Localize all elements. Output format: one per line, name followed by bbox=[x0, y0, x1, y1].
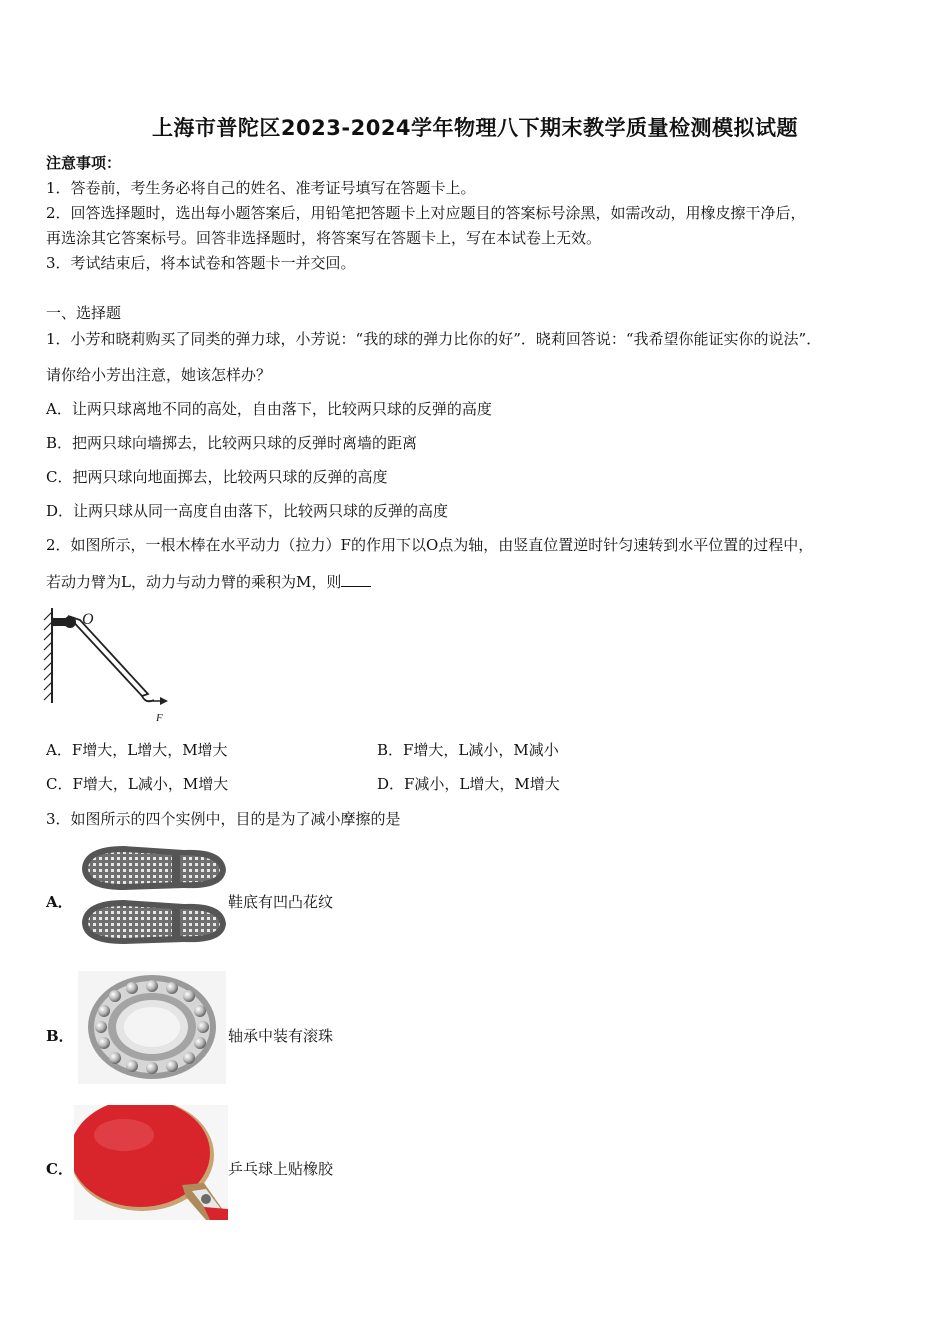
q1-option-d: D．让两只球从同一高度自由落下，比较两只球的反弹的高度 bbox=[46, 502, 449, 520]
force-label: F bbox=[156, 712, 163, 724]
lever-figure bbox=[38, 600, 178, 725]
q3-option-c-label: C． bbox=[46, 1160, 73, 1178]
note-item: 2．回答选择题时，选出每小题答案后，用铅笔把答题卡上对应题目的答案标号涂黑，如需改动，用橡皮擦干净后， bbox=[46, 204, 806, 222]
ping-pong-paddle-image bbox=[74, 1105, 228, 1220]
notes-heading: 注意事项： bbox=[46, 154, 122, 172]
question-1-stem: 1．小芳和晓莉购买了同类的弹力球，小芳说：“我的球的弹力比你的好”．晓莉回答说：“我希望你能证实你的说法”． bbox=[46, 330, 822, 348]
note-item: 1．答卷前，考生务必将自己的姓名、准考证号填写在答题卡上。 bbox=[46, 179, 476, 197]
wall-hatch bbox=[44, 608, 52, 703]
section-heading: 一、选择题 bbox=[46, 304, 122, 322]
pivot-mount bbox=[52, 618, 66, 626]
q1-option-a: A．让两只球离地不同的高处，自由落下，比较两只球的反弹的高度 bbox=[46, 400, 492, 418]
answer-blank bbox=[341, 572, 371, 587]
q3-option-b-text: 轴承中装有滚珠 bbox=[228, 1027, 334, 1045]
q2-option-a: A．F增大，L增大，M增大 bbox=[46, 741, 228, 759]
q3-option-a-label: A． bbox=[46, 893, 73, 911]
question-3-stem: 3．如图所示的四个实例中，目的是为了减小摩擦的是 bbox=[46, 810, 401, 828]
note-item: 再选涂其它答案标号。回答非选择题时，将答案写在答题卡上，写在本试卷上无效。 bbox=[46, 229, 602, 247]
pivot-label: O bbox=[82, 611, 94, 628]
shoe-sole-image bbox=[74, 838, 228, 952]
note-item: 3．考试结束后，将本试卷和答题卡一并交回。 bbox=[46, 254, 356, 272]
q1-option-b: B．把两只球向墙掷去，比较两只球的反弹时离墙的距离 bbox=[46, 434, 418, 452]
q1-option-c: C．把两只球向地面掷去，比较两只球的反弹的高度 bbox=[46, 468, 388, 486]
question-2-stem-cont bbox=[46, 571, 371, 592]
q2-option-c: C．F增大，L减小，M增大 bbox=[46, 775, 229, 793]
force-arrow-head bbox=[160, 697, 168, 705]
q2-option-d: D．F减小，L增大，M增大 bbox=[377, 775, 560, 793]
q3-option-c-text: 乒乓球上贴橡胶 bbox=[228, 1160, 334, 1178]
question-1-stem-cont: 请你给小芳出注意，她该怎样办？ bbox=[46, 366, 272, 384]
q3-option-b-label: B． bbox=[46, 1027, 74, 1045]
ball-bearing-image bbox=[78, 971, 226, 1084]
lever-rod bbox=[68, 616, 154, 701]
page-title: 上海市普陀区2023-2024学年物理八下期末教学质量检测模拟试题 bbox=[151, 116, 799, 140]
q3-option-a-text: 鞋底有凹凸花纹 bbox=[228, 893, 334, 911]
question-2-text: 若动力臂为L，动力与动力臂的乘积为M，则 bbox=[46, 573, 342, 591]
question-2-stem: 2．如图所示，一根木棒在水平动力（拉力）F的作用下以O点为轴，由竖直位置逆时针匀速转到水平位置的过程中， bbox=[46, 536, 814, 554]
q2-option-b: B．F增大，L减小，M减小 bbox=[377, 741, 559, 759]
